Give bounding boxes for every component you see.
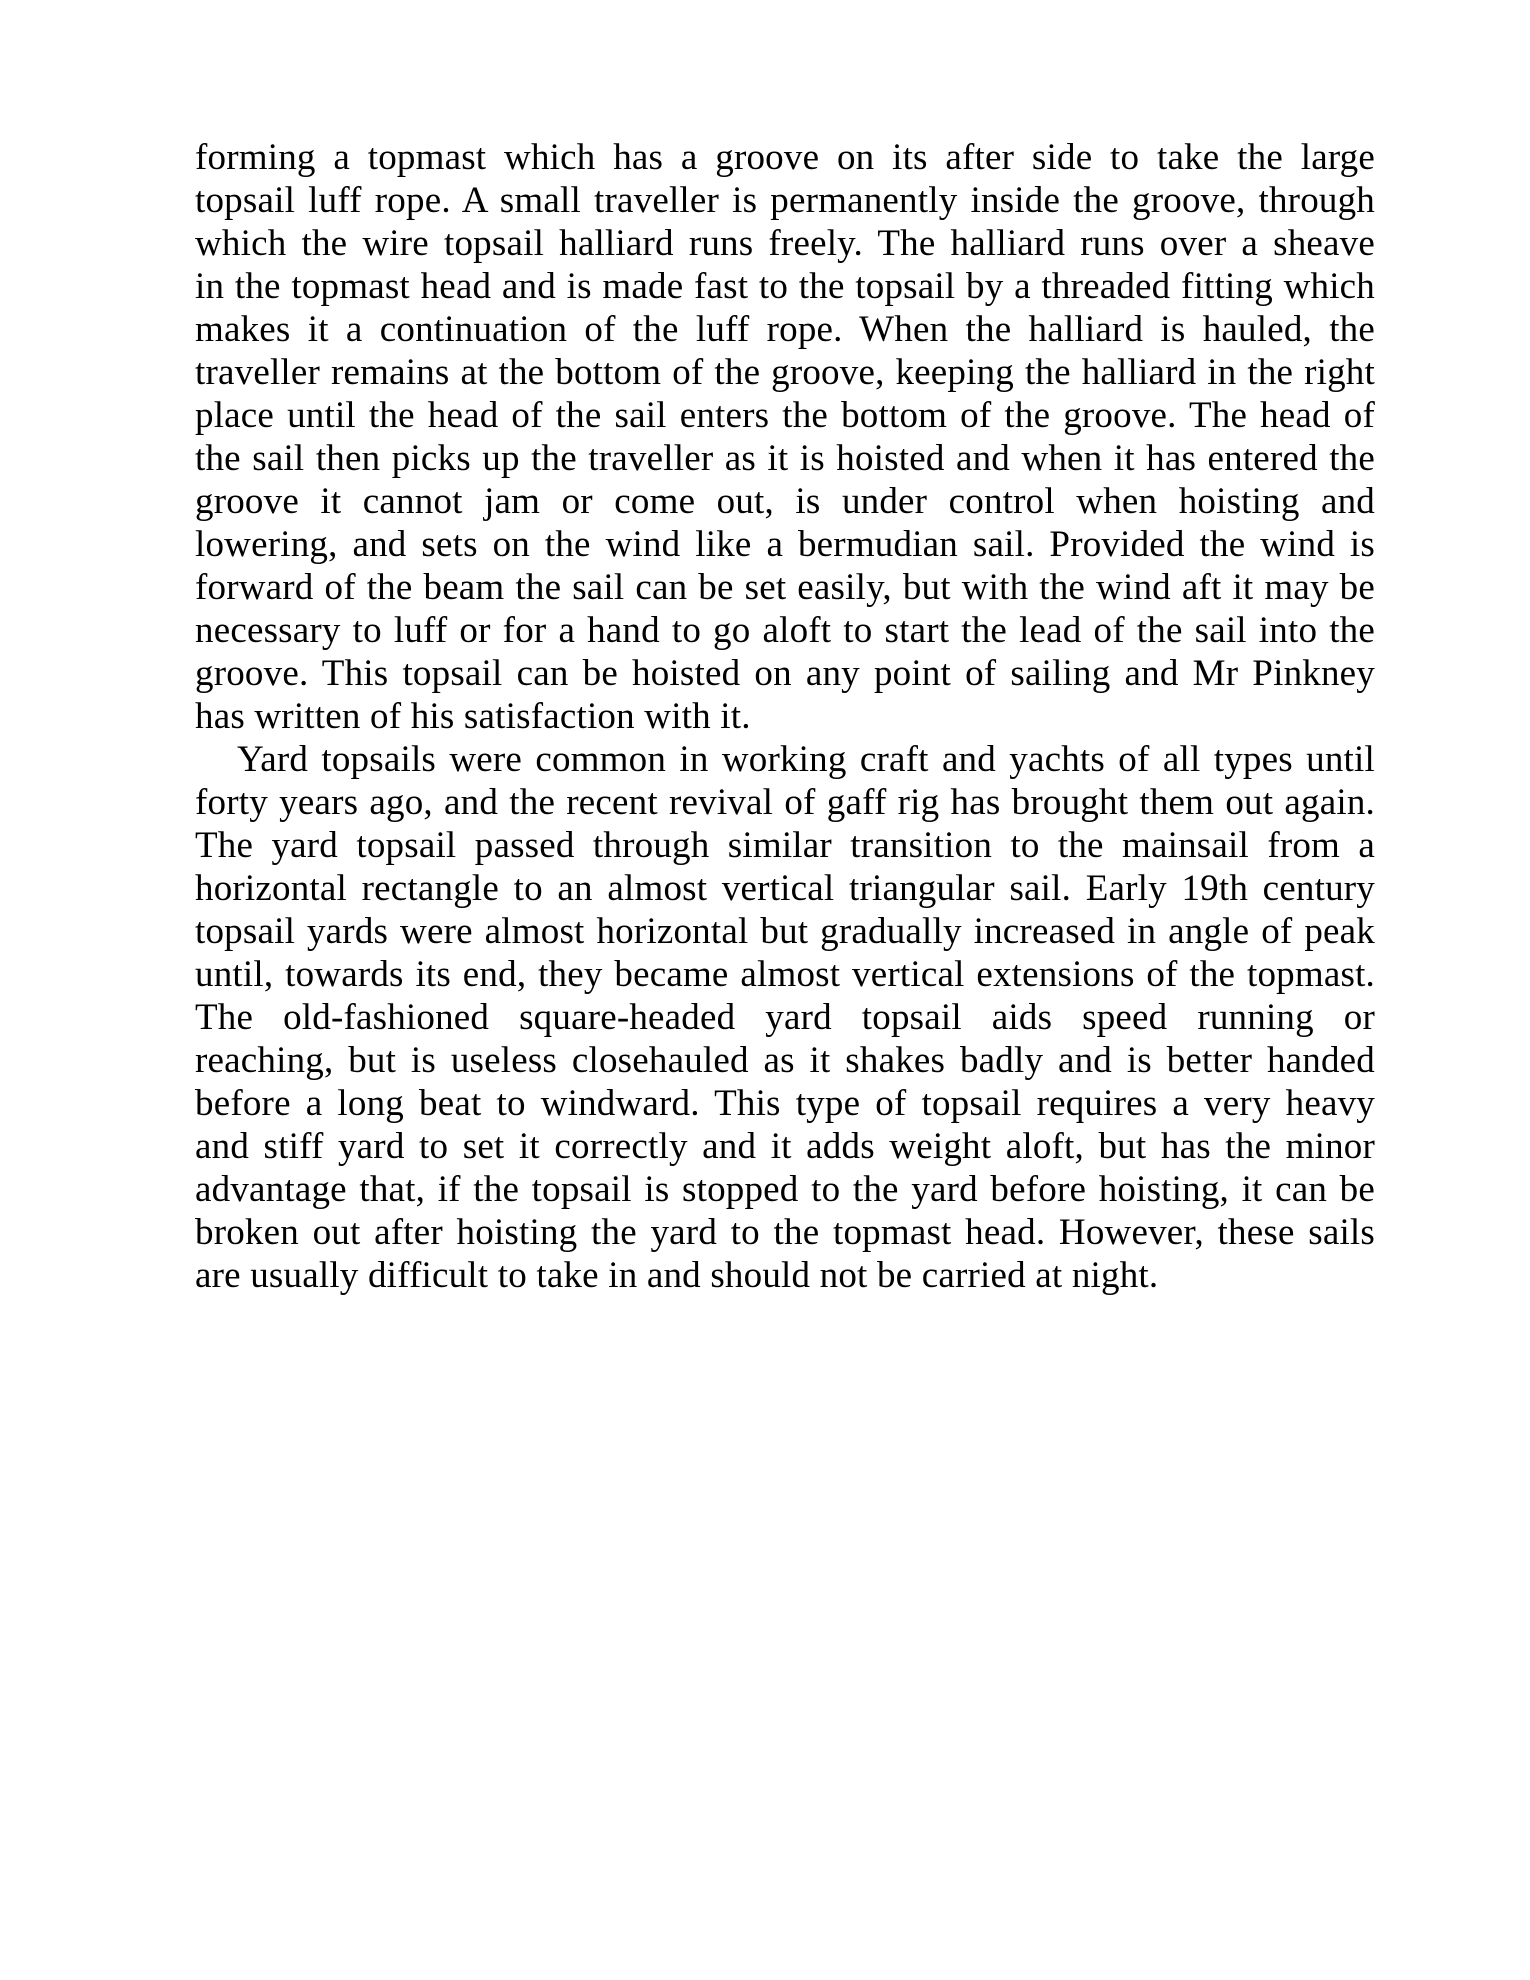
- text-line: advantage that, if the topsail is stopped to the yard before hoisting, it can be: [195, 1169, 1375, 1210]
- text-line: lowering, and sets on the wind like a bermudian sail. Provided the wind is: [195, 524, 1375, 565]
- text-line: horizontal rectangle to an almost vertical triangular sail. Early 19th century: [195, 868, 1375, 909]
- text-line: the sail then picks up the traveller as it is hoisted and when it has entered the: [195, 438, 1375, 479]
- text-line: place until the head of the sail enters the bottom of the groove. The head of: [195, 395, 1375, 436]
- text-line: The yard topsail passed through similar transition to the mainsail from a: [195, 825, 1375, 866]
- text-line: topsail luff rope. A small traveller is permanently inside the groove, through: [195, 180, 1375, 221]
- text-line: The old-fashioned square-headed yard topsail aids speed running or: [195, 997, 1375, 1038]
- text-line: groove it cannot jam or come out, is under control when hoisting and: [195, 481, 1375, 522]
- text-line: which the wire topsail halliard runs freely. The halliard runs over a sheave: [195, 223, 1375, 264]
- text-line: makes it a continuation of the luff rope. When the halliard is hauled, the: [195, 309, 1375, 350]
- paragraph: [195, 738, 1375, 1297]
- text-line: topsail yards were almost horizontal but gradually increased in angle of peak: [195, 911, 1375, 952]
- text-line: Yard topsails were common in working craft and yachts of all types until: [237, 739, 1375, 780]
- body-text: [195, 136, 1375, 1297]
- text-line: broken out after hoisting the yard to the topmast head. However, these sails: [195, 1212, 1375, 1253]
- text-line: until, towards its end, they became almost vertical extensions of the topmast.: [195, 954, 1375, 995]
- text-line: are usually difficult to take in and should not be carried at night.: [195, 1255, 1159, 1296]
- text-line: forty years ago, and the recent revival of gaff rig has brought them out again.: [195, 782, 1375, 823]
- text-line: reaching, but is useless closehauled as it shakes badly and is better handed: [195, 1040, 1375, 1081]
- text-line: groove. This topsail can be hoisted on any point of sailing and Mr Pinkney: [195, 653, 1375, 694]
- text-line: has written of his satisfaction with it.: [195, 696, 751, 737]
- text-line: forming a topmast which has a groove on its after side to take the large: [195, 137, 1375, 178]
- text-line: necessary to luff or for a hand to go aloft to start the lead of the sail into the: [195, 610, 1375, 651]
- paragraph: [195, 136, 1375, 738]
- text-line: before a long beat to windward. This type of topsail requires a very heavy: [195, 1083, 1375, 1124]
- text-line: and stiff yard to set it correctly and it adds weight aloft, but has the minor: [195, 1126, 1375, 1167]
- text-line: traveller remains at the bottom of the groove, keeping the halliard in the right: [195, 352, 1375, 393]
- text-line: in the topmast head and is made fast to the topsail by a threaded fitting which: [195, 266, 1375, 307]
- text-line: forward of the beam the sail can be set easily, but with the wind aft it may be: [195, 567, 1375, 608]
